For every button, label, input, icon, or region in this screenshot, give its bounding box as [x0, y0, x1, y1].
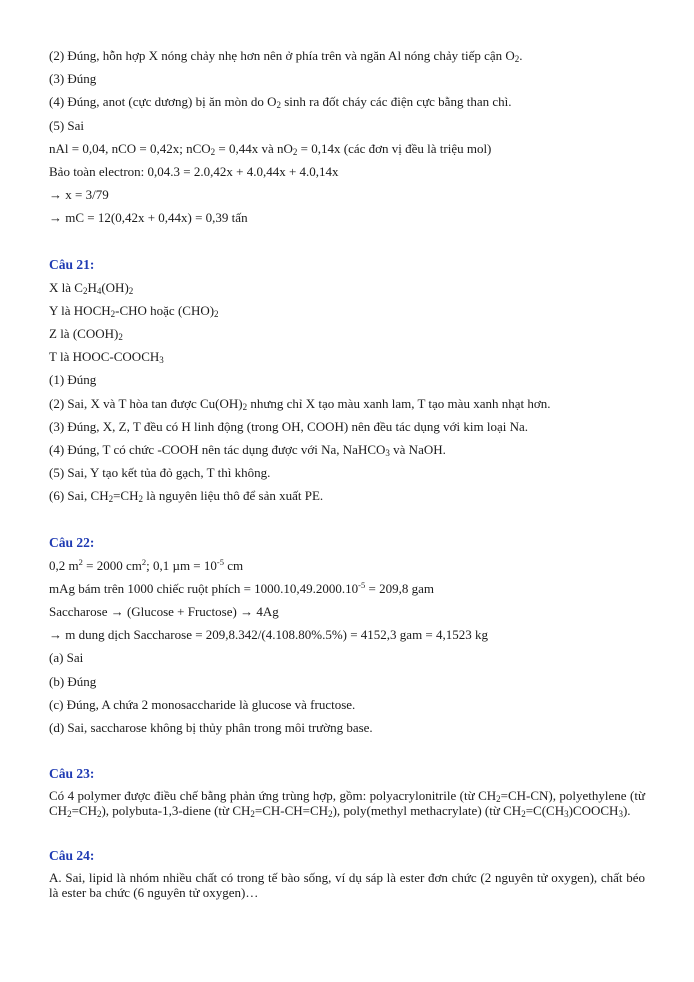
answer-line: (a) Sai	[49, 650, 84, 666]
question-heading: Câu 21:	[49, 256, 95, 272]
answer-line: (b) Đúng	[49, 673, 97, 689]
answer-line: (4) Đúng, anot (cực dương) bị ăn mòn do $O_2$ sinh ra đốt cháy các điện cực bằng than chì.	[49, 94, 512, 111]
answer-line: X là $C_2H_4(OH)_2$	[49, 279, 134, 296]
answer-line: (5) Sai, Y tạo kết tủa đỏ gạch, T thì không.	[49, 465, 271, 481]
answer-line: (2) Sai, X và T hòa tan được $Cu(OH)_2$ nhưng chỉ X tạo màu xanh lam, T tạo màu xanh nhạt hơn.	[49, 395, 551, 412]
answer-line: (6) Sai, $CH_2=CH_2$ là nguyên liệu thô để sản xuất PE.	[49, 488, 324, 505]
answer-line: (1) Đúng	[49, 372, 97, 388]
question-heading: Câu 24:	[49, 848, 95, 864]
answer-paragraph: Có 4 polymer được điều chế bằng phản ứng trùng hợp, gồm: polyacrylonitrile (từ $CH_2=CH-CN$), polyethylene (từ $CH_2=CH_2$), polybuta-1,3-diene (từ $CH_2=CH-CH=CH_2$), poly(methyl methacrylate) (từ $CH_2=C(CH_3)COOCH_3$).	[49, 788, 645, 819]
answer-line: (5) Sai	[49, 117, 85, 133]
answer-line: (d) Sai, saccharose không bị thủy phân trong môi trường base.	[49, 720, 373, 736]
answer-line: 0,2 $m^2 = 2000$ $cm^2$; 0,1 $\mu m = 10^{-5}$ cm	[49, 556, 244, 573]
answer-line: Z là $(COOH)_2$	[49, 326, 123, 343]
answer-line: (3) Đúng	[49, 71, 97, 87]
answer-line: Saccharose → (Glucose + Fructose) → 4Ag	[49, 604, 279, 620]
answer-line: nAl = 0,04, nCO = 0,42x; nCO$_2$ = 0,44x và $nO_2 = 0,14x$ (các đơn vị đều là triệu mol)	[49, 140, 492, 157]
answer-line: → mC = 12(0,42x + 0,44x) = 0,39 tấn	[49, 210, 248, 226]
answer-line: Y là $HOCH_2$-CHO hoặc $(CHO)_2$	[49, 302, 219, 319]
answer-paragraph: A. Sai, lipid là nhóm nhiều chất có trong tế bào sống, ví dụ sáp là ester đơn chức (2 nguyên tử oxygen), chất béo là ester ba chức (6 nguyên tử oxygen)…	[49, 870, 645, 900]
question-heading: Câu 23:	[49, 766, 95, 782]
answer-line: (c) Đúng, A chứa 2 monosaccharide là glucose và fructose.	[49, 696, 356, 712]
answer-line: mAg bám trên 1000 chiếc ruột phích = $1000.10,49.2000.10^{-5} = 209,8$ gam	[49, 579, 434, 596]
document-page	[49, 44, 645, 900]
answer-line: (2) Đúng, hỗn hợp X nóng chảy nhẹ hơn nên ở phía trên và ngăn Al nóng chảy tiếp cận $O_2$.	[49, 48, 523, 64]
question-heading: Câu 22:	[49, 534, 95, 550]
answer-line: (4) Đúng, T có chức -COOH nên tác dụng được với Na, NaHCO$_3$ và NaOH.	[49, 442, 446, 459]
answer-line: → x = 3/79	[49, 187, 109, 203]
answer-line: → m dung dịch Saccharose = 209,8.342/(4.108.80%.5%) = 4152,3 gam = 4,1523 kg	[49, 627, 489, 643]
answer-line: T là HOOC-$COOCH_3$	[49, 349, 164, 366]
answer-line: (3) Đúng, X, Z, T đều có H linh động (trong OH, COOH) nên đều tác dụng với kim loại Na.	[49, 418, 529, 434]
answer-line: Bảo toàn electron: 0,04.3 = 2.0,42x + 4.0,44x + 4.0,14x	[49, 164, 339, 180]
